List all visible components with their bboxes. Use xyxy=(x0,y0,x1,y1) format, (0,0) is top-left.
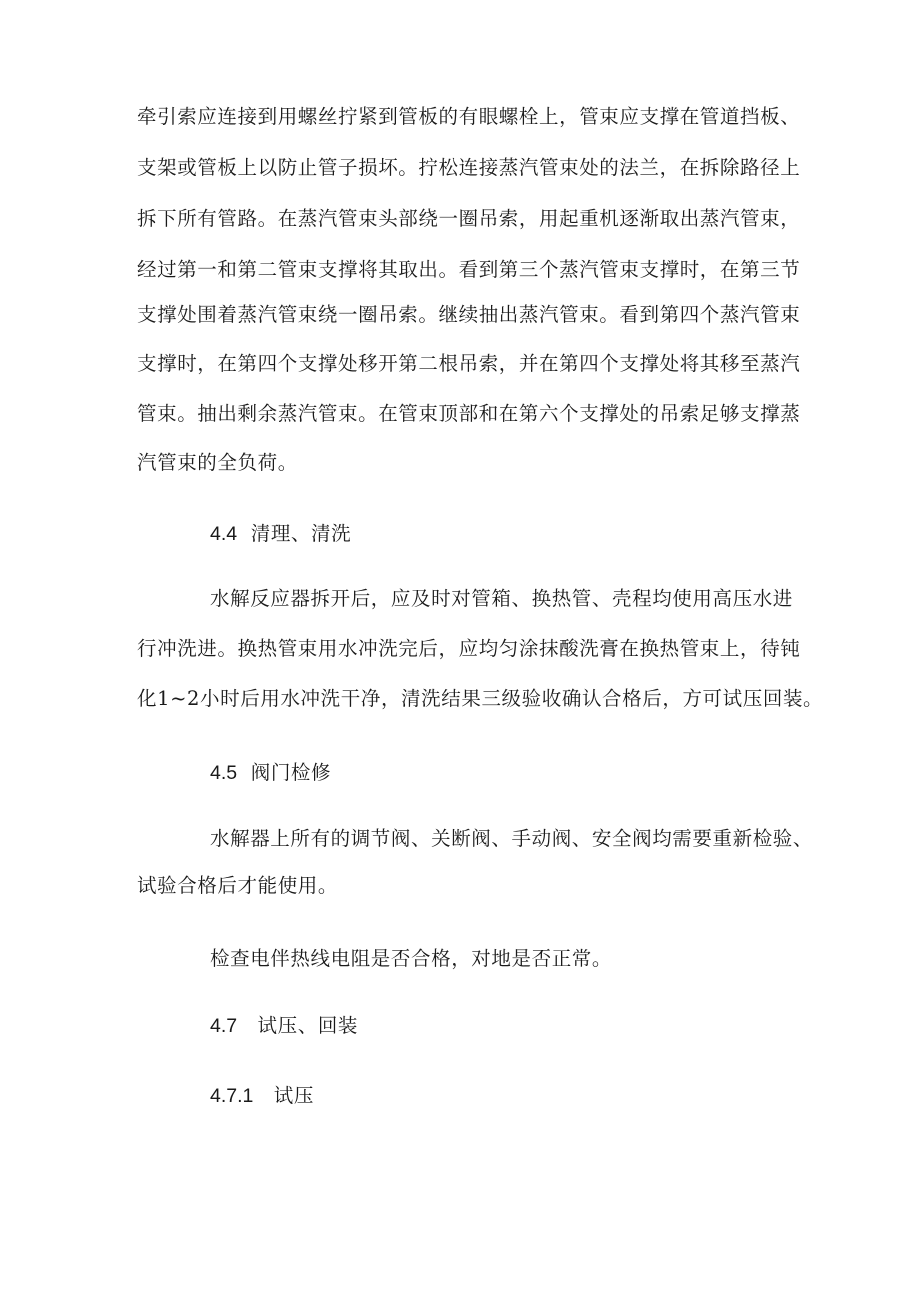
heading-4-4-title: 清理、清洗 xyxy=(250,522,352,545)
para2-line-1: 水解反应器拆开后，应及时对管箱、换热管、壳程均使用高压水进 xyxy=(210,587,793,610)
para1-line-8: 汽管束的全负荷。 xyxy=(137,451,298,474)
heading-4-5-number: 4.5 xyxy=(210,762,238,784)
heading-4-7-1-number: 4.7.1 xyxy=(210,1085,254,1107)
heading-4-7 xyxy=(210,1013,870,1039)
para1-line-7: 管束。抽出剩余蒸汽管束。在管束顶部和在第六个支撑处的吊索足够支撑蒸 xyxy=(137,402,801,425)
heading-4-7-number: 4.7 xyxy=(210,1015,238,1037)
para2-line-2: 行冲洗进。换热管束用水冲洗完后，应均匀涂抹酸洗膏在换热管束上，待钝 xyxy=(137,637,801,660)
para1-line-3: 拆下所有管路。在蒸汽管束头部绕一圈吊索，用起重机逐渐取出蒸汽管束， xyxy=(137,207,801,230)
heading-4-4-number: 4.4 xyxy=(210,523,238,545)
para1-line-2: 支架或管板上以防止管子损坏。拧松连接蒸汽管束处的法兰，在拆除路径上 xyxy=(137,156,801,179)
para1-line-1: 牵引索应连接到用螺丝拧紧到管板的有眼螺栓上，管束应支撑在管道挡板、 xyxy=(137,105,801,128)
heading-4-7-1-title: 试压 xyxy=(273,1084,314,1107)
para4: 检查电伴热线电阻是否合格，对地是否正常。 xyxy=(210,947,613,970)
heading-4-7-1 xyxy=(210,1083,870,1109)
heading-4-7-title: 试压、回装 xyxy=(257,1014,359,1037)
heading-4-5 xyxy=(210,760,870,786)
heading-4-4 xyxy=(210,521,870,547)
para1-line-4: 经过第一和第二管束支撑将其取出。看到第三个蒸汽管束支撑时，在第三节 xyxy=(137,258,801,281)
para1-line-6: 支撑时，在第四个支撑处移开第二根吊索，并在第四个支撑处将其移至蒸汽 xyxy=(137,352,801,375)
para2-line-3: 化1~2小时后用水冲洗干净，清洗结果三级验收确认合格后，方可试压回装。 xyxy=(137,687,824,710)
para1-line-5: 支撑处围着蒸汽管束绕一圈吊索。继续抽出蒸汽管束。看到第四个蒸汽管束 xyxy=(137,303,801,326)
heading-4-5-title: 阀门检修 xyxy=(250,761,332,784)
para3-line-1: 水解器上所有的调节阀、关断阀、手动阀、安全阀均需要重新检验、 xyxy=(210,827,814,850)
para3-line-2: 试验合格后才能使用。 xyxy=(137,874,339,897)
